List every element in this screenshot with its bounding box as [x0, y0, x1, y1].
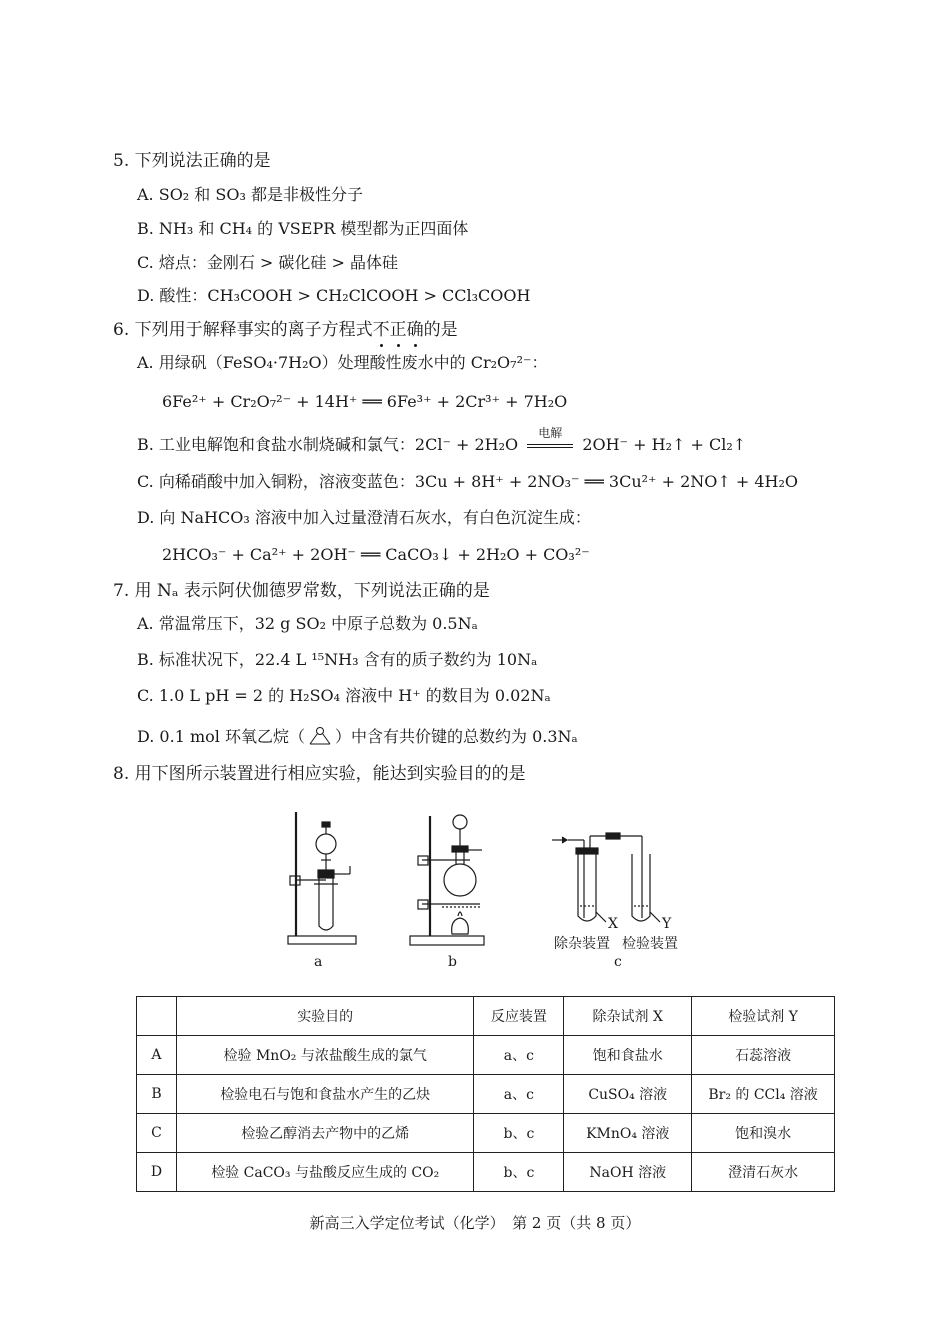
table-header-cell [137, 997, 177, 1036]
table-cell: 饱和溴水 [692, 1114, 835, 1153]
table-cell: 检验乙醇消去产物中的乙烯 [176, 1114, 474, 1153]
apparatus-b [410, 815, 484, 945]
q7-option-a: A. 常温常压下，32 g SO₂ 中原子总数为 0.5Nₐ [137, 614, 478, 633]
table-row [137, 1153, 835, 1192]
table-cell: 检验 MnO₂ 与浓盐酸生成的氯气 [176, 1036, 474, 1075]
q5-stem: 5. 下列说法正确的是 [113, 151, 271, 171]
table-cell: 石蕊溶液 [692, 1036, 835, 1075]
table-cell: C [137, 1114, 177, 1153]
table-cell: 检验电石与饱和食盐水产生的乙炔 [176, 1075, 474, 1114]
table-header-cell: 检验试剂 Y [692, 997, 835, 1036]
q6-option-d-equation: 2HCO₃⁻ + Ca²⁺ + 2OH⁻ ══ CaCO₃↓ + 2H₂O + CO₃²⁻ [162, 545, 590, 564]
figure-label-c: c [614, 954, 622, 970]
table-cell: CuSO₄ 溶液 [564, 1075, 692, 1114]
table-row [137, 1036, 835, 1075]
table-cell: D [137, 1153, 177, 1192]
electrolysis-condition: 电解 [538, 426, 563, 440]
table-cell: 饱和食盐水 [564, 1036, 692, 1075]
table-cell: a、c [474, 1075, 564, 1114]
q6-emph-1: 不 [372, 320, 390, 340]
q7-stem: 7. 用 Nₐ 表示阿伏伽德罗常数，下列说法正确的是 [113, 581, 490, 601]
figure-label-y: Y [662, 916, 672, 932]
q8-stem: 8. 用下图所示装置进行相应实验，能达到实验目的的是 [113, 764, 526, 784]
q6-option-a-equation: 6Fe²⁺ + Cr₂O₇²⁻ + 14H⁺ ══ 6Fe³⁺ + 2Cr³⁺ + 7H₂O [162, 392, 568, 411]
figure-label-a: a [314, 954, 323, 970]
q6-option-b [137, 426, 747, 456]
q6-option-c: C. 向稀硝酸中加入铜粉，溶液变蓝色：3Cu + 8H⁺ + 2NO₃⁻ ══ 3Cu²⁺ + 2NO↑ + 4H₂O [137, 472, 799, 491]
table-cell: b、c [474, 1114, 564, 1153]
table-cell: b、c [474, 1153, 564, 1192]
q5-option-b: B. NH₃ 和 CH₄ 的 VSEPR 模型都为正四面体 [137, 219, 469, 238]
table-cell: KMnO₄ 溶液 [564, 1114, 692, 1153]
q6-option-b-post: 2OH⁻ + H₂↑ + Cl₂↑ [582, 435, 747, 454]
table-header-cell: 除杂试剂 X [564, 997, 692, 1036]
apparatus-a [288, 812, 356, 944]
q7-option-b: B. 标准状况下，22.4 L ¹⁵NH₃ 含有的质子数约为 10Nₐ [137, 650, 538, 669]
q7-option-d [137, 725, 578, 748]
q5-option-c: C. 熔点：金刚石 > 碳化硅 > 晶体硅 [137, 253, 399, 272]
table-header-row [137, 997, 835, 1036]
q7-option-d-pre: D. 0.1 mol 环氧乙烷（ [137, 727, 305, 746]
q6-option-a: A. 用绿矾（FeSO₄·7H₂O）处理酸性废水中的 Cr₂O₇²⁻： [137, 353, 548, 372]
table-cell: 澄清石灰水 [692, 1153, 835, 1192]
q6-emph-2: 正 [389, 320, 407, 340]
q5-option-d: D. 酸性：CH₃COOH > CH₂ClCOOH > CCl₃COOH [137, 286, 531, 305]
q7-option-d-post: ）中含有共价键的总数约为 0.3Nₐ [334, 727, 578, 746]
table-cell: B [137, 1075, 177, 1114]
table-row [137, 1075, 835, 1114]
table-cell: 检验 CaCO₃ 与盐酸反应生成的 CO₂ [176, 1153, 474, 1192]
figure-label-b: b [448, 954, 457, 970]
figure-label-remove: 除杂装置 [554, 936, 610, 952]
table-header-cell: 实验目的 [176, 997, 474, 1036]
q6-stem-post: 的是 [423, 320, 458, 340]
table-cell: A [137, 1036, 177, 1075]
apparatus-c [552, 833, 660, 922]
q6-stem-pre: 6. 下列用于解释事实的离子方程式 [113, 320, 373, 340]
table-row [137, 1114, 835, 1153]
page-footer: 新高三入学定位考试（化学） 第 2 页（共 8 页） [309, 1214, 641, 1232]
q6-option-d: D. 向 NaHCO₃ 溶液中加入过量澄清石灰水，有白色沉淀生成： [137, 508, 591, 527]
epoxide-structure-icon [305, 725, 335, 747]
figure-label-x: X [608, 916, 618, 932]
experiment-apparatus-figure [270, 808, 710, 973]
q6-option-b-pre: B. 工业电解饱和食盐水制烧碱和氯气：2Cl⁻ + 2H₂O [137, 435, 519, 454]
table-cell: NaOH 溶液 [564, 1153, 692, 1192]
figure-label-test: 检验装置 [622, 936, 678, 952]
electrolysis-arrow [527, 426, 573, 456]
table-cell: Br₂ 的 CCl₄ 溶液 [692, 1075, 835, 1114]
table-header-cell: 反应装置 [474, 997, 564, 1036]
q5-option-a: A. SO₂ 和 SO₃ 都是非极性分子 [137, 185, 363, 204]
table-cell: a、c [474, 1036, 564, 1075]
q6-stem [113, 319, 458, 341]
experiment-table [136, 996, 835, 1192]
q7-option-c: C. 1.0 L pH = 2 的 H₂SO₄ 溶液中 H⁺ 的数目为 0.02Nₐ [137, 686, 551, 705]
q6-emph-3: 确 [406, 320, 424, 340]
